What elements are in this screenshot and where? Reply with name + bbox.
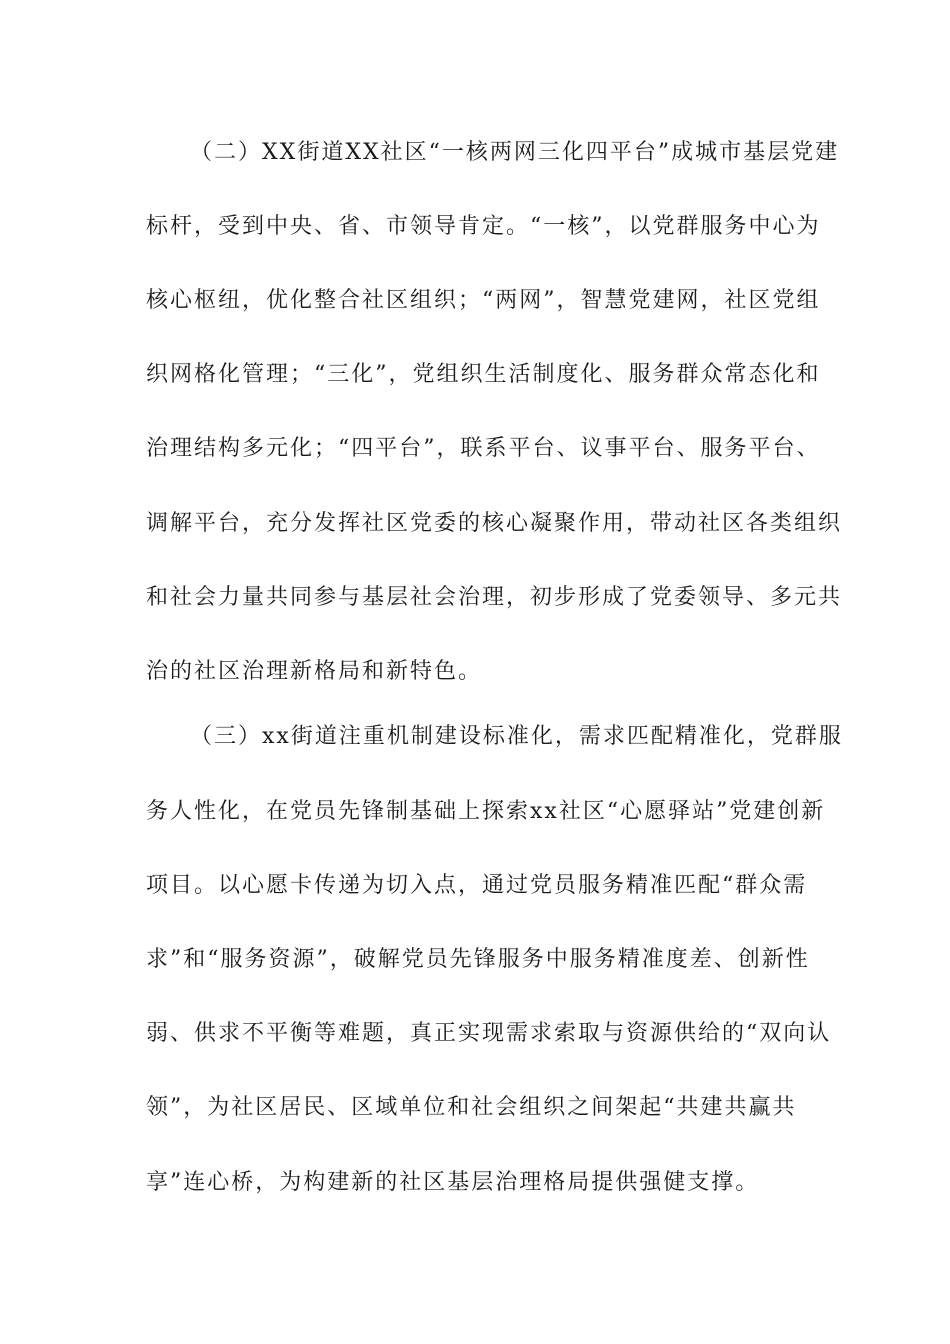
paragraph-2-line-6: 调解平台，充分发挥社区党委的核心凝聚作用，带动社区各类组织: [146, 511, 843, 536]
paragraph-3-line-1: （三）xx街道注重机制建设标准化，需求匹配精准化，党群服: [190, 724, 843, 749]
paragraph-3-line-6: 领”，为社区居民、区域单位和社会组织之间架起“共建共赢共: [146, 1095, 797, 1120]
paragraph-2-line-5: 治理结构多元化；“四平台”，联系平台、议事平台、服务平台、: [146, 436, 821, 461]
paragraph-3-line-7: 享”连心桥，为构建新的社区基层治理格局提供强健支撑。: [146, 1170, 760, 1195]
paragraph-2-line-8: 治的社区治理新格局和新特色。: [146, 659, 483, 684]
paragraph-2-line-7: 和社会力量共同参与基层社会治理，初步形成了党委领导、多元共: [146, 585, 843, 610]
paragraph-3-line-3: 项目。以心愿卡传递为切入点，通过党员服务精准匹配“群众需: [146, 873, 808, 898]
paragraph-2-line-4: 织网格化管理；“三化”，党组织生活制度化、服务群众常态化和: [146, 362, 821, 387]
paragraph-3-line-2: 务人性化，在党员先锋制基础上探索xx社区“心愿驿站”党建创新: [146, 799, 826, 824]
paragraph-3-line-4: 求”和“服务资源”，破解党员先锋服务中服务精准度差、创新性: [146, 947, 810, 972]
paragraph-3-line-5: 弱、供求不平衡等难题，真正实现需求索取与资源供给的“双向认: [146, 1021, 832, 1046]
paragraph-2-line-2: 标杆，受到中央、省、市领导肯定。“一核”，以党群服务中心为: [146, 214, 821, 239]
paragraph-2-line-1: （二）XX街道XX社区“一核两网三化四平台”成城市基层党建: [190, 140, 840, 165]
paragraph-2-line-3: 核心枢纽，优化整合社区组织；“两网”，智慧党建网，社区党组: [146, 288, 821, 313]
